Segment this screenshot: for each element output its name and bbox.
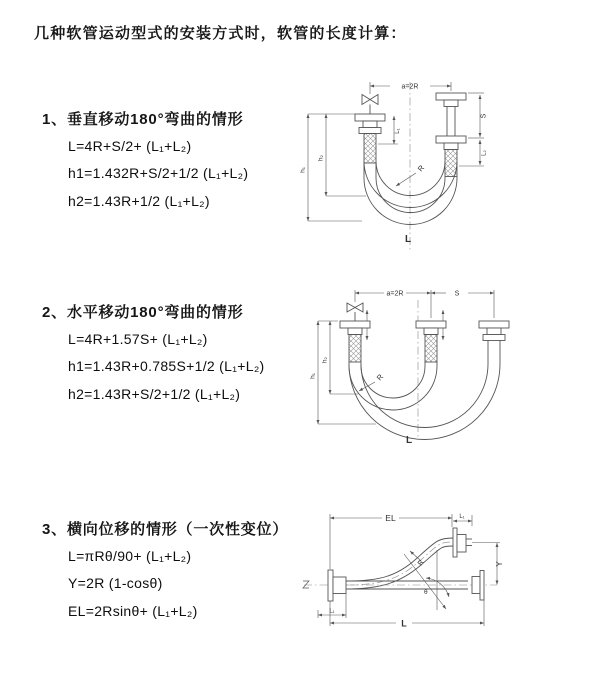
formula-length: L=4R+1.57S+ (L₁+L₂)	[68, 330, 208, 347]
dim-label-h2: h₂	[317, 154, 325, 162]
section-horizontal-movement	[42, 301, 265, 408]
dim-label-el: EL	[385, 513, 396, 523]
formula-el: EL=2Rsinθ+ (L₁+L₂)	[68, 602, 198, 619]
hose-fittings	[355, 93, 466, 177]
dim-label-h1: h₁	[309, 373, 317, 379]
dimension-lines	[318, 514, 500, 626]
hose-fittings	[328, 528, 484, 601]
page-title: 几种软管运动型式的安装方式时，软管的长度计算：	[34, 25, 407, 42]
section-2-heading: 2、水平移动180°弯曲的情形	[42, 304, 244, 321]
angle-label: θ	[424, 589, 428, 596]
dim-label-h1: h₁	[299, 167, 307, 173]
dim-label-l1-bottom: L₁	[329, 608, 335, 615]
valve-icon	[362, 95, 378, 115]
dim-label-a2r: a=2R	[386, 290, 404, 298]
diagram-horizontal-180-bend	[306, 276, 548, 448]
hose-body	[349, 341, 500, 440]
dim-label-s: S	[480, 113, 488, 119]
dim-label-y: Y	[495, 561, 504, 567]
dim-label-l2: L₂	[481, 150, 488, 156]
formula-h2: h2=1.43R+1/2 (L₁+L₂)	[68, 192, 210, 209]
section-lateral-displacement	[42, 518, 288, 625]
length-label: L	[406, 435, 413, 446]
diagram-lateral-displacement	[300, 498, 515, 638]
radius-label: R	[374, 372, 386, 383]
dim-label-l1-top: L₁	[459, 514, 465, 520]
diagram-vertical-180-bend	[298, 66, 530, 258]
formula-h1: h1=1.432R+S/2+1/2 (L₁+L₂)	[68, 165, 249, 182]
section-3-heading: 3、横向位移的情形（一次性变位）	[42, 521, 289, 538]
formula-h1: h1=1.43R+0.785S+1/2 (L₁+L₂)	[68, 358, 265, 375]
dim-label-h2: h₂	[321, 356, 329, 364]
dim-label-l1: L₁	[395, 128, 401, 134]
section-1-heading: 1、垂直移动180°弯曲的情形	[42, 111, 244, 128]
length-label: L	[401, 618, 407, 629]
formula-h2: h2=1.43R+S/2+1/2 (L₁+L₂)	[68, 385, 241, 402]
formula-y: Y=2R (1-cosθ)	[68, 575, 163, 592]
radius-label: R	[415, 163, 427, 174]
hose-body	[364, 107, 457, 225]
length-label: L	[405, 234, 412, 245]
dim-label-s: S	[454, 290, 460, 298]
section-vertical-movement	[42, 108, 248, 215]
hose-fittings	[340, 321, 509, 362]
dim-label-a2r: a=2R	[401, 83, 419, 91]
axis-break-icon	[303, 581, 309, 588]
formula-length: L=4R+S/2+ (L₁+L₂)	[68, 137, 192, 154]
valve-icon	[347, 303, 363, 321]
radius-label: R	[416, 558, 426, 568]
dimension-lines	[318, 290, 494, 424]
formula-length: L=πRθ/90+ (L₁+L₂)	[68, 547, 192, 564]
